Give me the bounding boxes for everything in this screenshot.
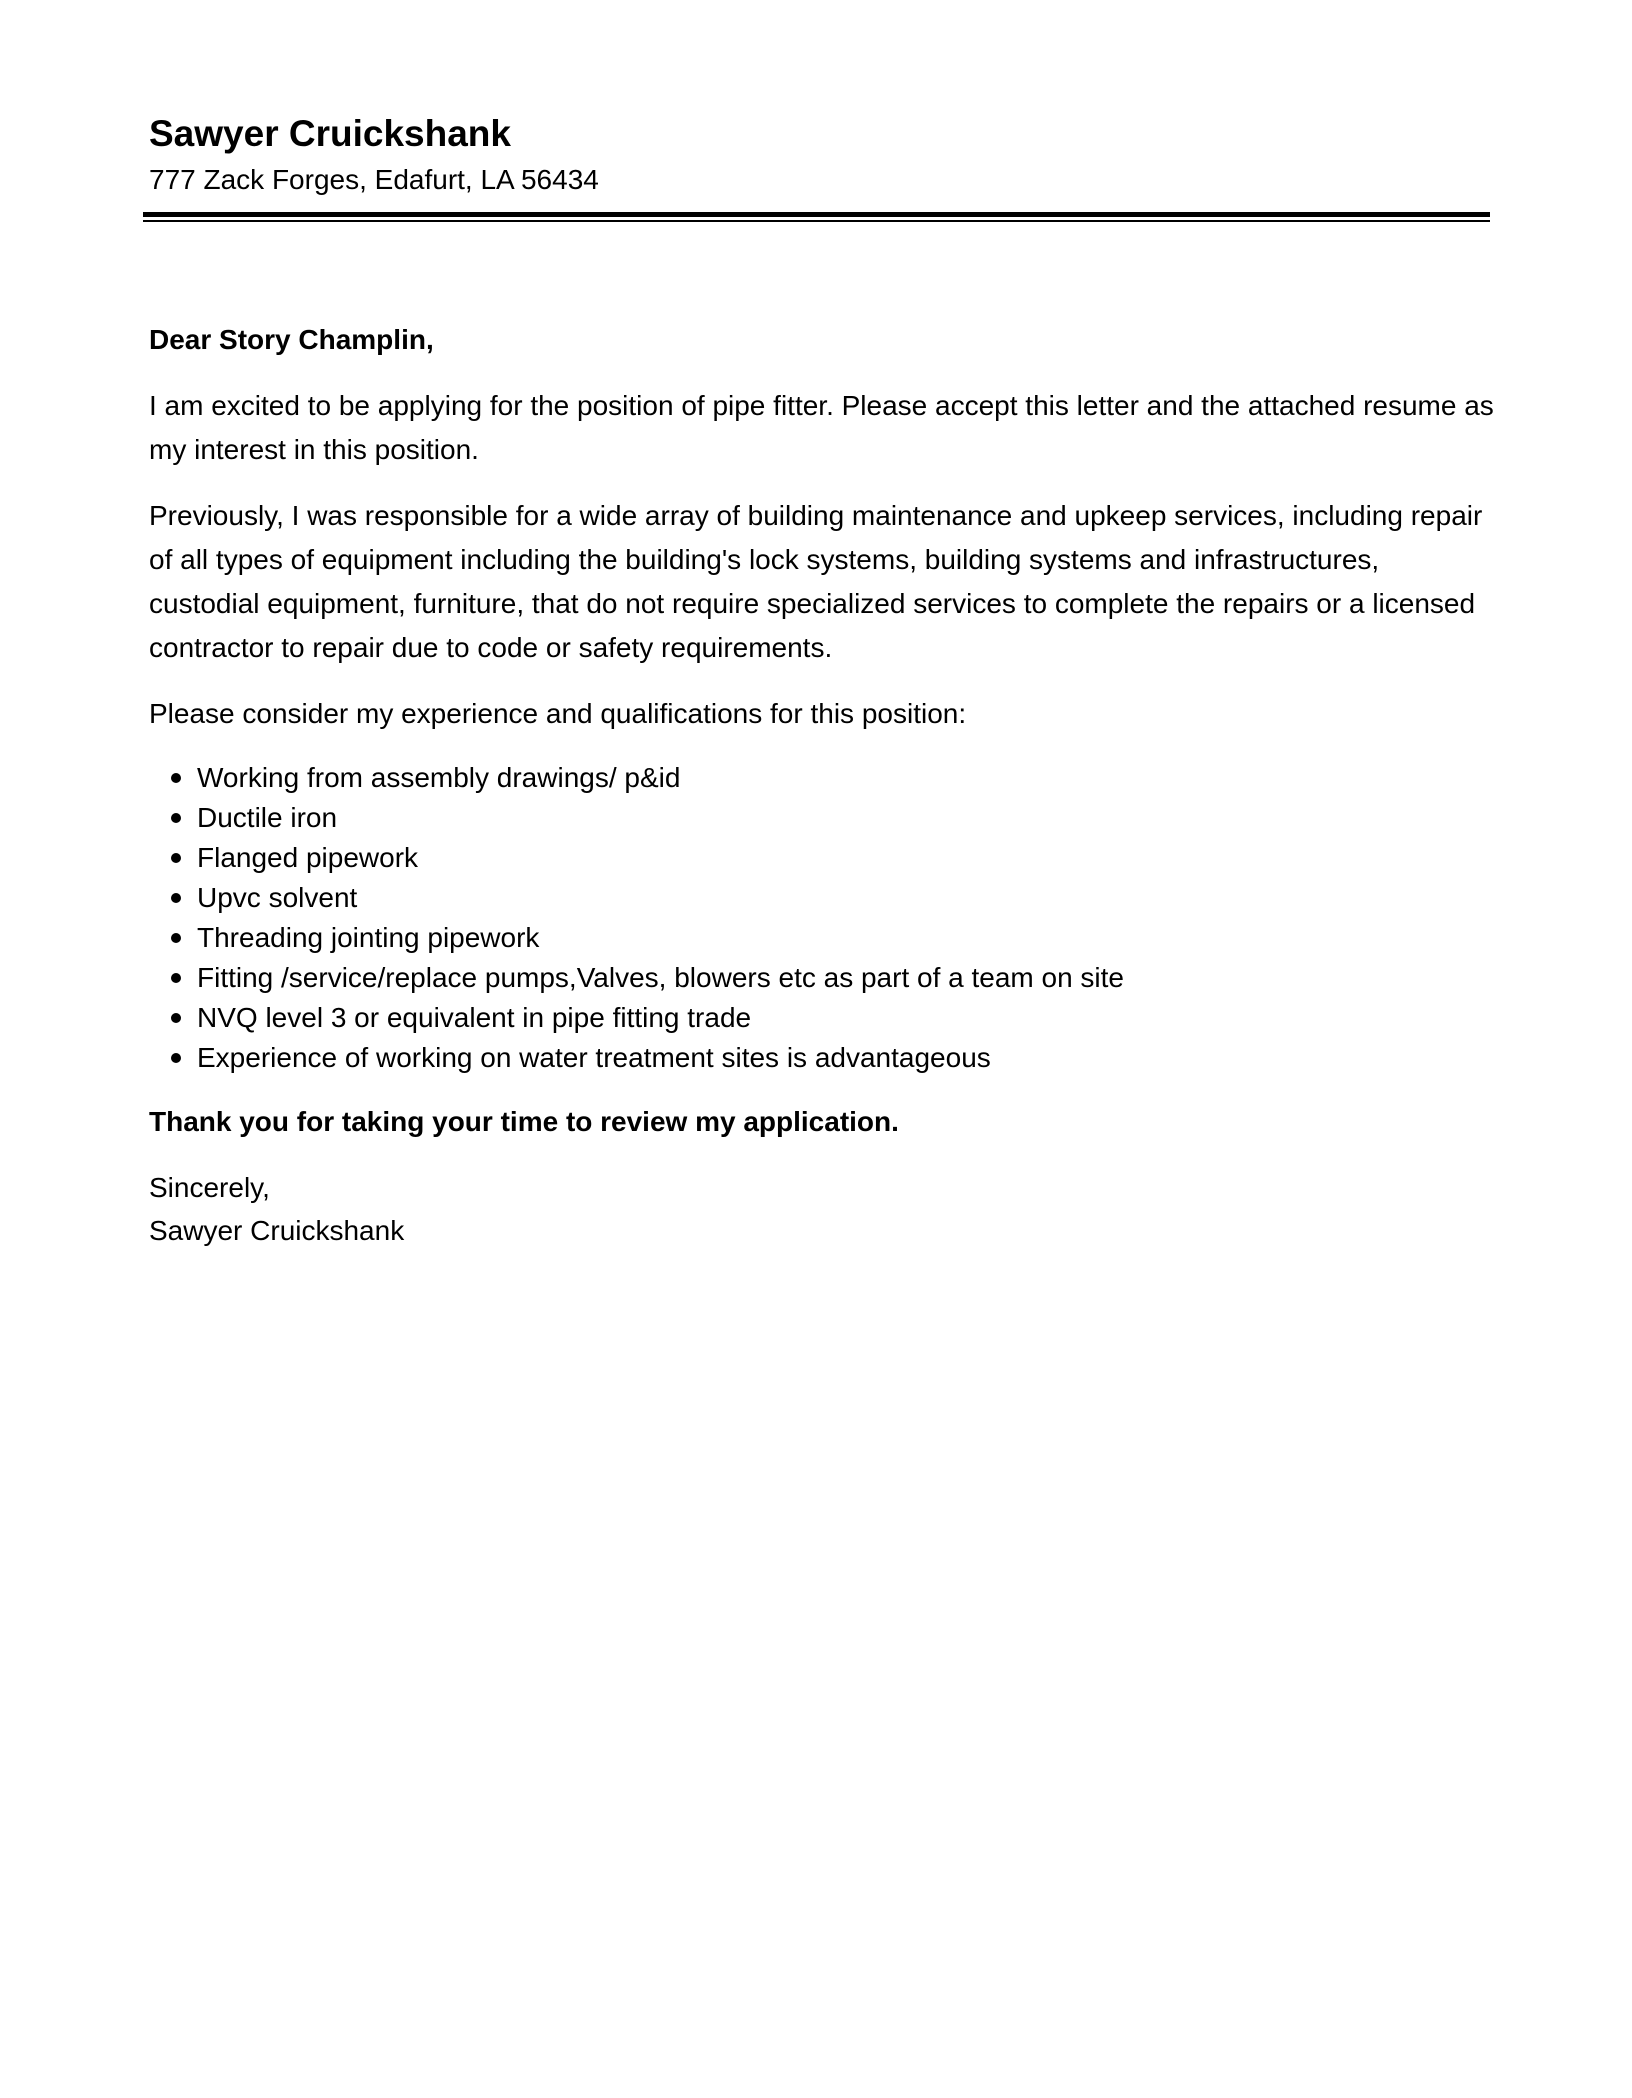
list-item <box>149 838 1494 878</box>
list-item-text: Threading jointing pipework <box>197 922 540 953</box>
list-item-text: Working from assembly drawings/ p&id <box>197 762 681 793</box>
sender-address: 777 Zack Forges, Edafurt, LA 56434 <box>149 164 599 195</box>
list-item <box>149 798 1494 838</box>
list-item <box>149 878 1494 918</box>
experience-paragraph: Previously, I was responsible for a wide array of building maintenance and upkeep services, including repair of all types of equipment including the building's lock systems, building systems and infrastructures, custodial equipment, furniture, that do not require specialized services to complete the repairs or a licensed contractor to repair due to code or safety requirements. <box>149 500 1483 663</box>
list-item-text: Fitting /service/replace pumps,Valves, blowers etc as part of a team on site <box>197 962 1125 993</box>
list-item <box>149 998 1494 1038</box>
bullet-icon <box>171 773 181 783</box>
letter-header <box>149 108 1489 200</box>
bullet-icon <box>171 1013 181 1023</box>
closing: Sincerely, <box>149 1172 270 1203</box>
list-item-text: Experience of working on water treatment sites is advantageous <box>197 1042 991 1073</box>
intro-paragraph: I am excited to be applying for the position of pipe fitter. Please accept this letter and the attached resume as my interest in this position. <box>149 390 1494 465</box>
list-item-text: NVQ level 3 or equivalent in pipe fitting trade <box>197 1002 752 1033</box>
bullet-icon <box>171 1053 181 1063</box>
qualifications-intro: Please consider my experience and qualifications for this position: <box>149 698 967 729</box>
list-item <box>149 958 1494 998</box>
sender-name: Sawyer Cruickshank <box>149 113 511 154</box>
list-item <box>149 1038 1494 1078</box>
thank-you-line: Thank you for taking your time to review my application. <box>149 1106 899 1137</box>
header-divider-thick <box>143 212 1490 217</box>
list-item-text: Flanged pipework <box>197 842 419 873</box>
bullet-icon <box>171 973 181 983</box>
qualifications-list <box>149 758 1494 1078</box>
list-item <box>149 758 1494 798</box>
bullet-icon <box>171 813 181 823</box>
list-item <box>149 918 1494 958</box>
salutation: Dear Story Champlin, <box>149 324 434 355</box>
signature-name: Sawyer Cruickshank <box>149 1215 405 1246</box>
bullet-icon <box>171 853 181 863</box>
bullet-icon <box>171 933 181 943</box>
header-divider-thin <box>143 220 1490 222</box>
list-item-text: Upvc solvent <box>197 882 358 913</box>
bullet-icon <box>171 893 181 903</box>
list-item-text: Ductile iron <box>197 802 338 833</box>
letter-body <box>149 318 1494 1252</box>
